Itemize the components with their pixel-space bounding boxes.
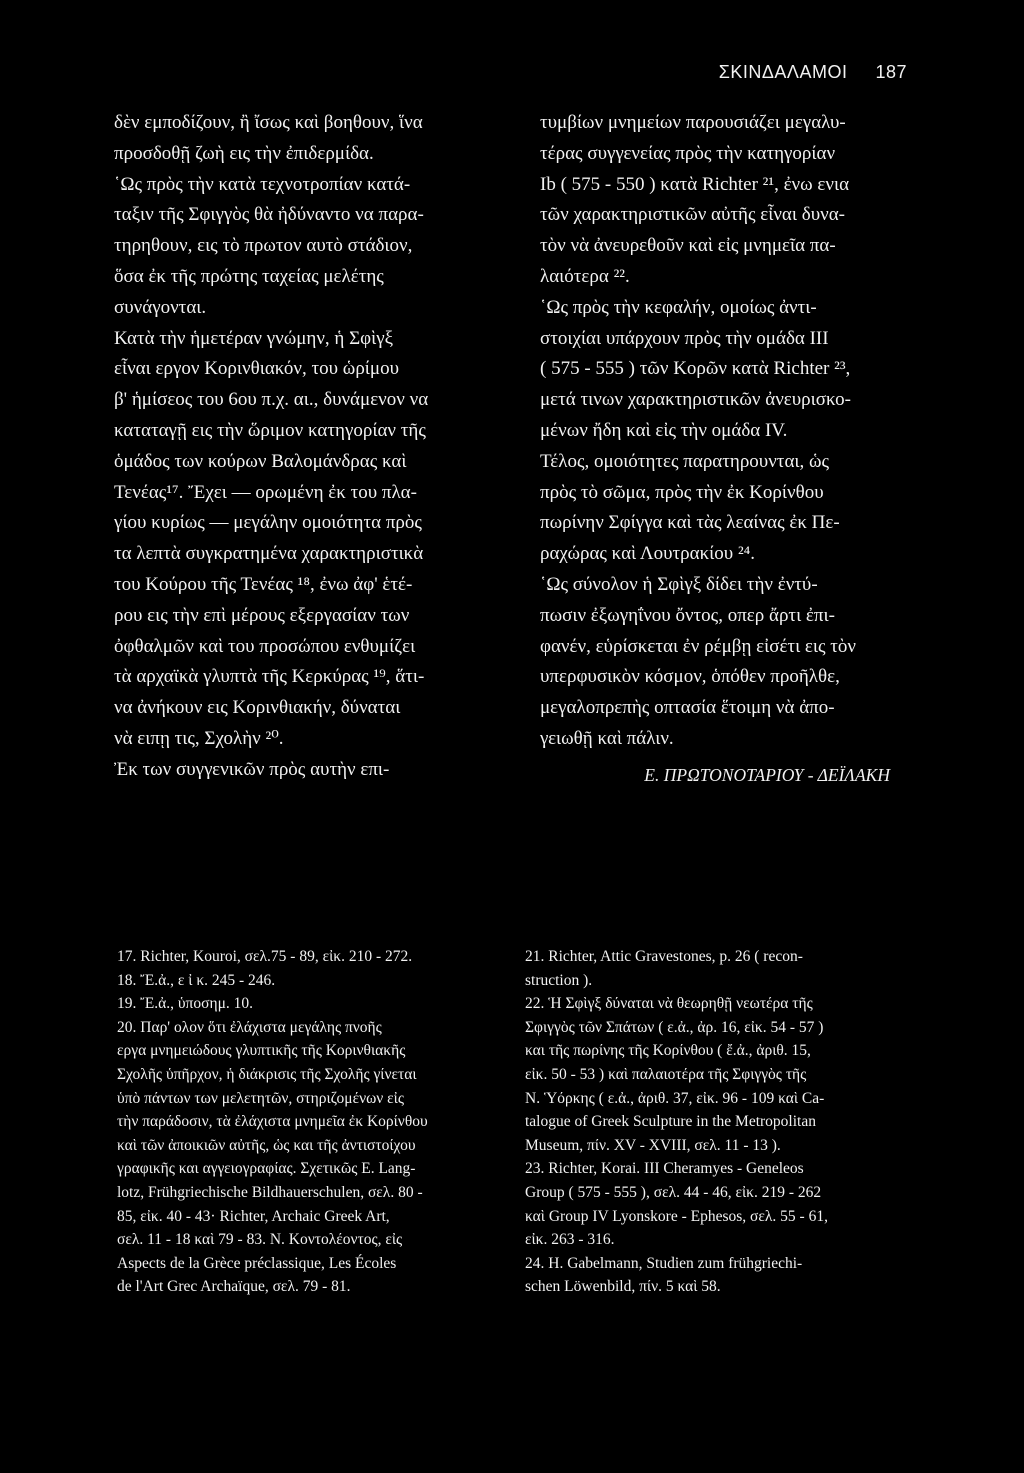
footnote-line: και τῆς πωρίνης τῆς Κορίνθου ( ἔ.ἀ., ἀριθ. 15, [525,1042,811,1060]
body-text-line: ραχώρας καὶ Λουτρακίου ²⁴. [540,543,756,565]
body-text-line: τῶν χαρακτηριστικῶν αὐτῆς εἶναι δυνα- [540,204,845,226]
left-text-column [114,108,464,786]
page-number: 187 [875,62,907,82]
footnote-line: σελ. 11 - 18 καὶ 79 - 83. Ν. Κοντολέοντος, εἰς [117,1231,403,1249]
body-text-line: τηρηθουν, εις τὸ πρωτον αυτὸ στάδιον, [114,235,413,257]
footnote-line: 23. Richter, Korai. III Cheramyes - Geneleos [525,1160,804,1178]
footnote-line: εργα μνημειώδους γλυπτικῆς τῆς Κορινθιακῆς [117,1042,406,1060]
body-text-line: μεγαλοπρεπὴς οπτασία ἕτοιμη νὰ ἀπο- [540,697,835,719]
body-text-line: β' ἡμίσεος του 6ου π.χ. αι., δυνάμενον να [114,389,429,411]
body-text-line: προσδοθῇ ζωὴ εις τὴν ἐπιδερμίδα. [114,142,374,164]
footnote-line: ὑπὸ πάντων των μελετητῶν, στηριζομένων εἰς [117,1089,404,1107]
footnote-line: de l'Art Grec Archaïque, σελ. 79 - 81. [117,1278,351,1296]
footnote-line: Ν. Ὑόρκης ( ε.ἀ., ἀριθ. 37, εἰκ. 96 - 109 καὶ Ca- [525,1089,825,1107]
page-header [719,62,907,83]
footnote-line: καὶ Group IV Lyonskore - Ephesos, σελ. 55 - 61, [525,1207,828,1225]
footnotes-right [525,945,905,1299]
body-text-line: Τέλος, ομοιότητες παρατηρουνται, ὡς [540,450,830,472]
body-text-line: ρου εις τὴν επὶ μέρους εξεργασίαν των [114,604,410,626]
body-text-line: ῾Ως πρὸς τὴν κατὰ τεχνοτροπίαν κατά- [114,173,411,195]
body-text-line: ταξιν τῆς Σφιγγὸς θὰ ἠδύναντο να παρα- [114,204,424,226]
body-text-line: ὀφθαλμῶν καὶ του προσώπου ενθυμίζει [114,635,416,657]
body-text-line: τυμβίων μνημείων παρουσιάζει μεγαλυ- [540,112,846,133]
body-text-line: τὰ αρχαϊκὰ γλυπτὰ τῆς Κερκύρας ¹⁹, ἅτι- [114,666,425,688]
footnote-line: Aspects de la Grèce préclassique, Les Écoles [117,1254,397,1272]
footnote-line: schen Löwenbild, πίν. 5 καὶ 58. [525,1278,721,1296]
footnote-line: Museum, πίν. XV - XVIII, σελ. 11 - 13 ). [525,1136,781,1154]
body-text-line: ὁμάδος των κούρων Βαλομάνδρας καὶ [114,450,407,472]
body-text-line: συνάγονται. [114,296,207,318]
body-text-line: δὲν εμποδίζουν, ἢ ἴσως καὶ βοηθουν, ἵνα [114,112,423,133]
footnote-line: 85, εἰκ. 40 - 43· Richter, Archaic Greek Art, [117,1207,390,1225]
author-signature: Ε. ΠΡΩΤΟΝΟΤΑΡΙΟΥ - ΔΕΪΛΑΚΗ [644,764,890,785]
footnote-line: εἰκ. 263 - 316. [525,1231,615,1249]
body-text-line: πρὸς τὸ σῶμα, πρὸς τὴν ἐκ Κορίνθου [540,481,824,503]
footnote-line: 20. Παρ' ολον ὅτι ἐλάχιστα μεγάλης πνοῆς [117,1018,382,1036]
footnotes-left [117,945,497,1299]
body-text-line: ὅσα ἐκ τῆς πρώτης ταχείας μελέτης [114,265,384,287]
body-text-line: τέρας συγγενείας πρὸς τὴν κατηγορίαν [540,142,836,164]
footnote-line: 21. Richter, Attic Gravestones, p. 26 ( recon- [525,948,803,965]
body-text-line: ῾Ως σύνολον ἡ Σφὶγξ δίδει τὴν ἐντύ- [540,573,818,595]
footnote-line: εἰκ. 50 - 53 ) καὶ παλαιοτέρα τῆς Σφιγγὸς τῆς [525,1065,807,1083]
body-text-line: τὸν νὰ ἀνευρεθοῦν καὶ εἰς μνημεῖα πα- [540,235,836,257]
body-text-line: του Κούρου τῆς Τενέας ¹⁸, ἐνω ἀφ' ἑτέ- [114,573,413,595]
body-text-line: πωρίνην Σφίγγα καὶ τὰς λεαίνας ἐκ Πε- [540,512,840,534]
body-text-line: στοιχίαι υπάρχουν πρὸς τὴν ομάδα ΙΙΙ [540,327,829,349]
footnote-line: τὴν παράδοσιν, τὰ ἐλάχιστα μνημεῖα ἐκ Κορίνθου [117,1113,428,1131]
footnote-line: 18. Ἔ.ἀ., ε ἰ κ. 245 - 246. [117,971,276,989]
footnote-line: Σχολῆς ὑπῆρχον, ἡ διάκρισις τῆς Σχολῆς γίνεται [117,1065,417,1083]
footnote-line: lotz, Frühgriechische Bildhauerschulen, σελ. 80 - [117,1183,423,1201]
footnote-line: 22. Ἡ Σφὶγξ δύναται νὰ θεωρηθῇ νεωτέρα τῆς [525,995,813,1013]
footnote-line: Group ( 575 - 555 ), σελ. 44 - 46, εἰκ. 219 - 262 [525,1183,822,1201]
body-text-line: γειωθῇ καὶ πάλιν. [540,727,674,749]
body-text-line: Κατὰ τὴν ἡμετέραν γνώμην, ἡ Σφὶγξ [114,327,394,349]
body-text-line: γίου κυρίως — μεγάλην ομοιότητα πρὸς [114,512,422,534]
body-text-line: Ib ( 575 - 550 ) κατὰ Richter ²¹, ἐνω ενια [540,173,850,195]
body-text-line: νὰ ειπῃ τις, Σχολὴν ²⁰. [114,727,284,749]
body-text-line: μετά τινων χαρακτηριστικῶν ἀνευρισκο- [540,389,851,411]
footnote-line: 17. Richter, Kouroi, σελ.75 - 89, εἰκ. 210 - 272. [117,948,413,965]
body-text-line: πωσιν ἐξωγηΐνου ὄντος, οπερ ἄρτι ἐπι- [540,604,835,626]
footnote-line: talogue of Greek Sculpture in the Metropolitan [525,1113,816,1131]
footnote-line: Σφιγγὸς τῶν Σπάτων ( ε.ἀ., ἀρ. 16, εἰκ. 54 - 57 ) [525,1018,824,1036]
body-text-line: ῾Ως πρὸς τὴν κεφαλήν, ομοίως ἀντι- [540,296,817,318]
footnote-line: γραφικῆς και αγγειογραφίας. Σχετικῶς E. Lang- [117,1160,416,1178]
running-title: ΣΚΙΝΔΑΛΑΜΟΙ [718,62,848,82]
footnote-line: 24. H. Gabelmann, Studien zum frühgriechi- [525,1254,803,1272]
body-text-line: καταταγῇ εις τὴν ὥριμον κατηγορίαν τῆς [114,419,426,441]
body-text-line: τα λεπτὰ συγκρατημένα χαρακτηριστικὰ [114,543,424,565]
right-text-column [540,108,890,791]
body-text-line: Τενέας¹⁷. Ἔχει — ορωμένη ἐκ του πλα- [114,481,417,503]
footnote-line: struction ). [525,971,593,989]
body-text-line: μένων ἤδη καὶ εἰς τὴν ομάδα IV. [540,419,788,441]
body-text-line: ( 575 - 555 ) τῶν Κορῶν κατὰ Richter ²³, [540,358,851,380]
body-text-line: φανέν, εὑρίσκεται ἐν ρέμβῃ εἰσέτι εις τὸν [540,635,857,657]
body-text-line: να ἀνήκουν εις Κορινθιακήν, δύναται [114,697,401,719]
footnote-line: 19. Ἔ.ἀ., ὑποσημ. 10. [117,995,254,1013]
body-text-line: εἶναι εργον Κορινθιακόν, του ὡρίμου [114,358,399,380]
body-text-line: Ἐκ των συγγενικῶν πρὸς αυτὴν επι- [114,758,390,780]
footnote-line: καὶ τῶν ἀποικιῶν αὐτῆς, ὡς και τῆς ἀντιστοίχου [117,1136,416,1154]
body-text-line: λαιότερα ²². [540,265,630,287]
body-text-line: υπερφυσικὸν κόσμον, ὁπόθεν προῆλθε, [540,666,840,688]
